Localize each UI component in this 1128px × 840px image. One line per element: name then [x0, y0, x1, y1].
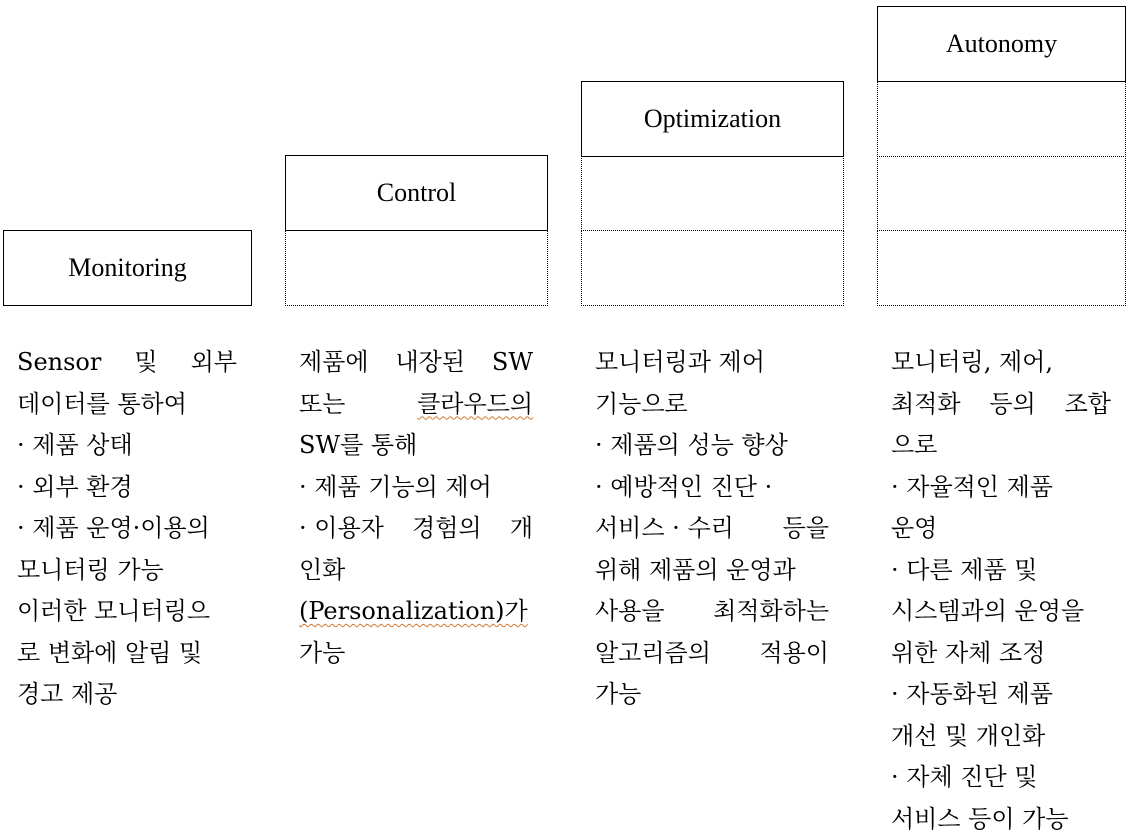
stage-optimization-box: [581, 81, 844, 157]
description-fragment: · 제품 상태: [17, 431, 133, 459]
description-fragment: · 자율적인 제품: [891, 473, 1053, 501]
monitoring-description: [17, 342, 237, 716]
description-fragment: · 제품의 성능 향상: [595, 431, 788, 459]
description-line: [891, 674, 1111, 716]
description-fragment: 등의: [989, 384, 1035, 426]
description-line: [595, 674, 829, 716]
description-line: [17, 591, 237, 633]
description-fragment: 기능으로: [595, 390, 688, 418]
description-line: [595, 342, 829, 384]
description-line: [595, 508, 829, 550]
description-line: [891, 799, 1111, 840]
stage-optimization-empty-row-1: [581, 156, 844, 231]
stage-control-box: [285, 155, 548, 231]
description-fragment: 서비스 · 수리: [595, 508, 734, 550]
description-fragment: SW: [492, 342, 533, 384]
description-fragment: · 이용자: [299, 508, 384, 550]
description-line: [891, 425, 1111, 467]
description-fragment: 최적화하는: [713, 591, 829, 633]
description-line: [891, 508, 1111, 550]
description-line: [299, 633, 533, 675]
description-line: [595, 384, 829, 426]
description-fragment: · 다른 제품 및: [891, 556, 1037, 584]
description-line: [595, 591, 829, 633]
description-fragment: 최적화: [891, 384, 961, 426]
description-line: [299, 591, 533, 633]
description-fragment: 가능: [595, 680, 641, 708]
description-fragment: 알고리즘의: [595, 633, 711, 675]
description-fragment: 개: [510, 508, 533, 550]
stage-title-autonomy: Autonomy: [878, 7, 1125, 81]
description-line: [891, 757, 1111, 799]
description-line: [595, 550, 829, 592]
description-fragment: 사용을: [595, 591, 665, 633]
stage-title-optimization: Optimization: [582, 82, 843, 156]
description-fragment: (Personalization)가: [299, 597, 528, 625]
description-fragment: 위한 자체 조정: [891, 639, 1045, 667]
description-fragment: · 외부 환경: [17, 473, 133, 501]
description-fragment: 및: [134, 342, 157, 384]
description-fragment: 조합: [1065, 384, 1111, 426]
description-line: [299, 425, 533, 467]
description-line: [891, 550, 1111, 592]
description-fragment: 운영: [891, 514, 937, 542]
description-fragment: 데이터를 통하여: [17, 390, 187, 418]
stage-title-monitoring: Monitoring: [4, 231, 251, 305]
control-description: [299, 342, 533, 674]
description-line: [299, 508, 533, 550]
stage-optimization-empty-row-2: [581, 230, 844, 306]
description-fragment: · 제품 운영·이용의: [17, 514, 210, 542]
stage-autonomy-empty-row-3: [877, 230, 1126, 306]
description-fragment: SW를 통해: [299, 431, 417, 459]
description-line: [891, 716, 1111, 758]
description-line: [891, 467, 1111, 509]
description-fragment: · 자동화된 제품: [891, 680, 1053, 708]
description-line: [595, 467, 829, 509]
description-line: [891, 342, 1111, 384]
description-fragment: 적용이: [759, 633, 829, 675]
description-line: [299, 550, 533, 592]
description-line: [17, 674, 237, 716]
description-fragment: 모니터링 가능: [17, 556, 164, 584]
description-line: [299, 342, 533, 384]
description-fragment: · 제품 기능의 제어: [299, 473, 492, 501]
stage-monitoring-box: [3, 230, 252, 306]
description-fragment: 제품에: [299, 342, 369, 384]
description-fragment: 등을: [783, 508, 829, 550]
description-fragment: 모니터링, 제어,: [891, 348, 1053, 376]
description-fragment: 으로: [891, 431, 937, 459]
stage-autonomy-empty-row-2: [877, 156, 1126, 231]
description-fragment: 서비스 등이 가능: [891, 805, 1069, 833]
description-line: [17, 633, 237, 675]
stage-title-control: Control: [286, 156, 547, 230]
description-line: [891, 384, 1111, 426]
description-line: [595, 425, 829, 467]
description-fragment: 로 변화에 알림 및: [17, 639, 202, 667]
description-fragment: Sensor: [17, 342, 101, 384]
description-fragment: · 자체 진단 및: [891, 763, 1037, 791]
description-line: [17, 342, 237, 384]
description-fragment: 시스템과의 운영을: [891, 597, 1084, 625]
description-line: [17, 384, 237, 426]
autonomy-description: [891, 342, 1111, 840]
description-fragment: 가능: [299, 639, 345, 667]
stage-control-empty-row: [285, 230, 548, 306]
description-line: [17, 467, 237, 509]
description-fragment: 내장된: [395, 342, 465, 384]
description-line: [299, 467, 533, 509]
description-line: [891, 633, 1111, 675]
stage-autonomy-empty-row-1: [877, 81, 1126, 157]
description-fragment: 경고 제공: [17, 680, 117, 708]
optimization-description: [595, 342, 829, 716]
description-fragment: 이러한 모니터링으: [17, 597, 210, 625]
description-fragment: 외부: [191, 342, 237, 384]
description-fragment: 모니터링과 제어: [595, 348, 765, 376]
description-line: [891, 591, 1111, 633]
description-line: [595, 633, 829, 675]
stage-autonomy-box: [877, 6, 1126, 82]
description-fragment: 또는: [299, 384, 345, 426]
description-fragment: 경험의: [412, 508, 482, 550]
description-fragment: 개선 및 개인화: [891, 722, 1045, 750]
description-line: [17, 508, 237, 550]
description-fragment: · 예방적인 진단 ·: [595, 473, 772, 501]
description-fragment: 클라우드의: [417, 384, 533, 426]
description-fragment: 위해 제품의 운영과: [595, 556, 796, 584]
description-line: [299, 384, 533, 426]
description-line: [17, 550, 237, 592]
description-fragment: 인화: [299, 556, 345, 584]
description-line: [17, 425, 237, 467]
